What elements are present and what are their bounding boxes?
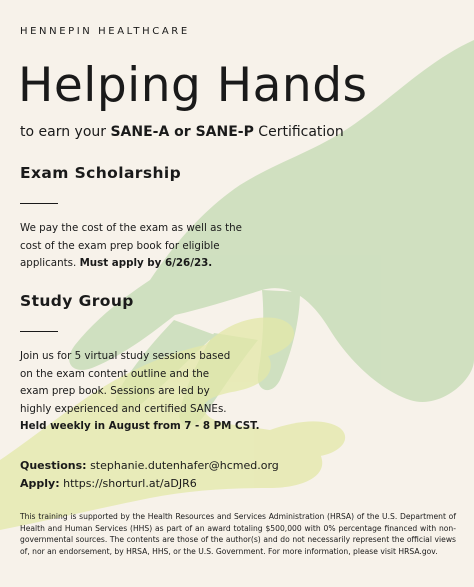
questions-email-link[interactable]: stephanie.dutenhafer@hcmed.org bbox=[90, 459, 279, 472]
scholarship-line: applicants. bbox=[20, 257, 77, 269]
subtitle bbox=[20, 124, 344, 140]
study-group-heading: Study Group bbox=[20, 292, 134, 310]
study-group-line: on the exam content outline and the bbox=[20, 367, 210, 380]
organization-name: HENNEPIN HEALTHCARE bbox=[20, 26, 190, 37]
page-title: Helping Hands bbox=[18, 58, 368, 113]
scholarship-divider bbox=[20, 203, 58, 204]
subtitle-suffix: Certification bbox=[253, 124, 344, 140]
apply-contact bbox=[20, 475, 197, 493]
scholarship-line: We pay the cost of the exam as well as the bbox=[20, 222, 242, 234]
apply-url-link[interactable]: https://shorturl.at/aDJR6 bbox=[63, 477, 197, 490]
scholarship-deadline: Must apply by 6/26/23. bbox=[79, 257, 213, 269]
study-group-line: exam prep book. Sessions are led by bbox=[20, 385, 210, 397]
scholarship-line-last bbox=[20, 255, 280, 273]
study-group-divider bbox=[20, 331, 58, 332]
study-group-line: Join us for 5 virtual study sessions based bbox=[20, 350, 231, 362]
study-group-line: highly experienced and certified SANEs. bbox=[20, 402, 227, 415]
questions-contact bbox=[20, 457, 279, 475]
scholarship-line: cost of the exam prep book for eligible bbox=[20, 239, 220, 252]
funding-disclaimer: This training is supported by the Health Resources and Services Administration (HRSA) of the U.S. Department of Health and Human Services (HHS) as part of an award totaling $500,000 with 0% percentage financed with non-governmental sources. The contents are those of the author(s) and do not necessarily represent the official views of, nor an endorsement, by HRSA, HHS, or the U.S. Government. For more information, please visit HRSA.gov. bbox=[20, 512, 456, 556]
subtitle-prefix: to earn your bbox=[20, 124, 111, 140]
scholarship-heading: Exam Scholarship bbox=[20, 164, 182, 182]
questions-label: Questions: bbox=[20, 459, 87, 472]
study-group-schedule: Held weekly in August from 7 - 8 PM CST. bbox=[20, 420, 260, 432]
apply-label: Apply: bbox=[20, 477, 60, 490]
subtitle-certification: SANE-A or SANE-P bbox=[110, 124, 254, 140]
study-group-description bbox=[20, 348, 280, 436]
scholarship-description bbox=[20, 220, 280, 273]
